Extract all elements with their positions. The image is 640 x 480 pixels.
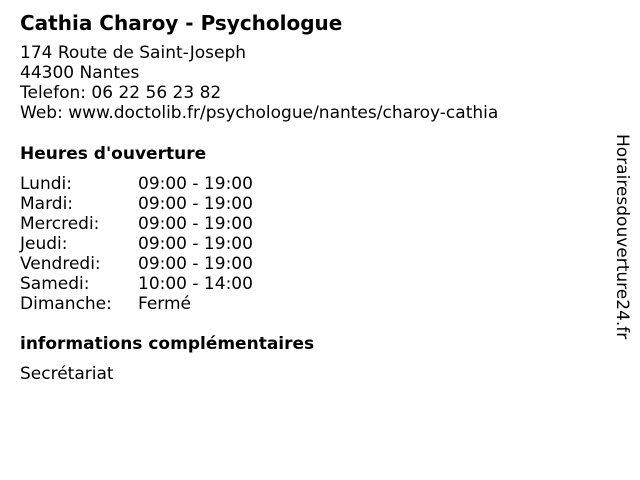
website-link[interactable]: Web: www.doctolib.fr/psychologue/nantes/charoy-cathia xyxy=(20,103,499,123)
time-value: 09:00 - 19:00 xyxy=(138,254,253,274)
additional-info-text: Secrétariat xyxy=(20,364,114,384)
day-label: Samedi: xyxy=(20,274,90,294)
time-value: 09:00 - 19:00 xyxy=(138,194,253,214)
city-address: 44300 Nantes xyxy=(20,63,140,83)
phone-number: Telefon: 06 22 56 23 82 xyxy=(20,83,222,103)
hours-row-tuesday xyxy=(20,194,253,214)
time-value: 09:00 - 19:00 xyxy=(138,234,253,254)
day-label: Dimanche: xyxy=(20,294,112,314)
time-value: Fermé xyxy=(138,294,192,314)
day-label: Jeudi: xyxy=(20,234,68,254)
street-address: 174 Route de Saint-Joseph xyxy=(20,43,247,63)
site-watermark: Horairesdouverture24.fr xyxy=(612,134,632,340)
hours-row-friday xyxy=(20,254,253,274)
day-label: Vendredi: xyxy=(20,254,101,274)
page-title: Cathia Charoy - Psychologue xyxy=(20,11,343,35)
hours-row-monday xyxy=(20,174,253,194)
day-label: Mardi: xyxy=(20,194,74,214)
time-value: 10:00 - 14:00 xyxy=(138,274,253,294)
hours-row-thursday xyxy=(20,234,253,254)
time-value: 09:00 - 19:00 xyxy=(138,174,253,194)
additional-info-heading: informations complémentaires xyxy=(20,334,315,354)
opening-hours-heading: Heures d'ouverture xyxy=(20,144,207,164)
opening-hours-table xyxy=(20,174,253,314)
day-label: Mercredi: xyxy=(20,214,100,234)
hours-row-wednesday xyxy=(20,214,253,234)
hours-row-saturday xyxy=(20,274,253,294)
hours-row-sunday xyxy=(20,294,253,314)
day-label: Lundi: xyxy=(20,174,72,194)
address-block xyxy=(20,43,498,123)
time-value: 09:00 - 19:00 xyxy=(138,214,253,234)
